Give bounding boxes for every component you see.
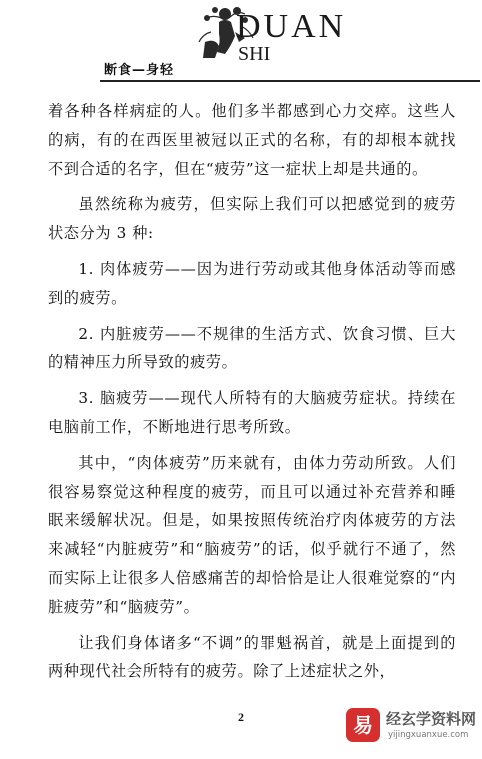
paragraph: 着各种各样病症的人。他们多半都感到心力交瘁。这些人的病，有的在西医里被冠以正式的名称，有的却根本就找不到合适的名字，但在“疲劳”这一症状上却是共通的。 [48,102,456,178]
watermark [346,706,482,750]
brand-duan-text: DUAN [236,8,347,45]
header-divider [100,80,480,82]
watermark-url: yijingxuanxue.com [388,730,469,740]
watermark-site-name: 经玄学资料网 [386,710,477,728]
paragraph: 虽然统称为疲劳，但实际上我们可以把感觉到的疲劳状态分为 3 种: [48,195,456,243]
body-text [48,97,456,693]
paragraph: 2. 内脏疲劳——不规律的生活方式、饮食习惯、巨大的精神压力所导致的疲劳。 [48,324,456,372]
paragraph: 3. 脑疲劳——现代人所特有的大脑疲劳症状。持续在电脑前工作，不断地进行思考所致。 [48,389,456,436]
brand-shi-text: SHI [238,43,271,65]
page-number: 2 [238,710,244,724]
paragraph: 其中，“肉体疲劳”历来就有，由体力劳动所致。人们很容易察觉这种程度的疲劳，而且可以通过补充营养和睡眠来缓解状况。但是，如果按照传统治疗肉体疲劳的方法来减轻“内脏疲劳”和“脑疲劳”的话，似乎就行不通了，然而实际上让很多人倍感痛苦的却恰恰是让人很难觉察的“内脏疲劳”和“脑疲劳”。 [48,453,456,616]
paragraph: 1. 肉体疲劳——因为进行劳动或其他身体活动等而感到的疲劳。 [48,259,456,307]
page-header [0,0,482,90]
paragraph: 让我们身体诸多“不调”的罪魁祸首，就是上面提到的两种现代社会所特有的疲劳。除了上述症状之外， [48,633,456,681]
watermark-logo-icon: 易 [346,708,380,742]
book-title: 断食—身轻 [104,63,175,78]
